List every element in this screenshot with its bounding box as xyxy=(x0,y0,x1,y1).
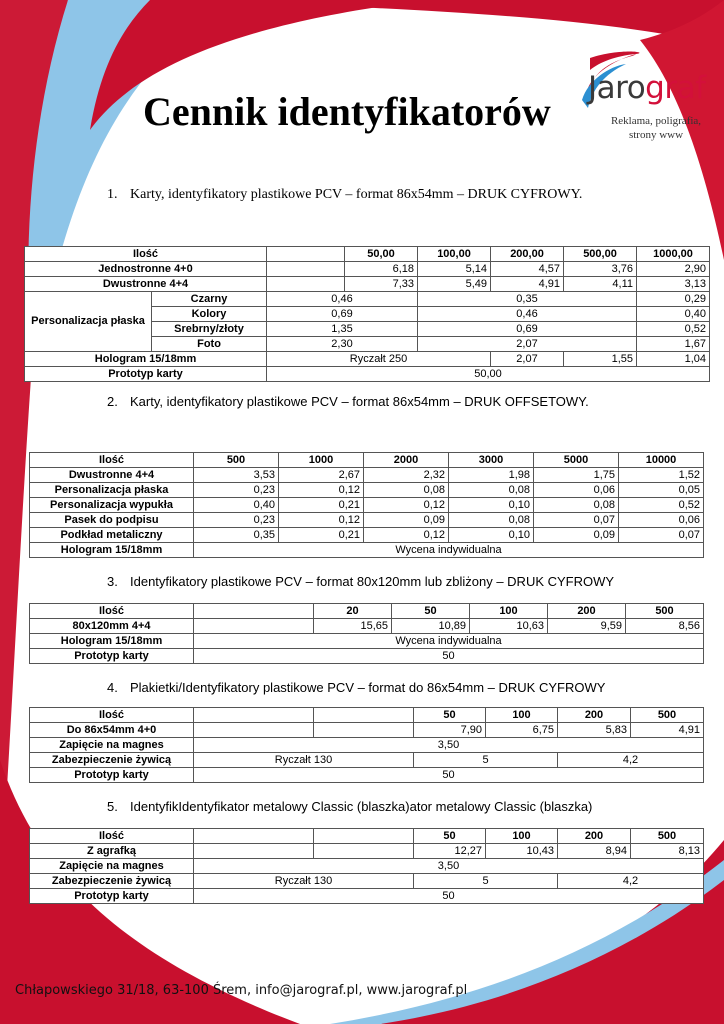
table-cell: 50 xyxy=(414,708,486,723)
table-cell: 100,00 xyxy=(418,247,491,262)
table-cell: Prototyp karty xyxy=(25,367,267,382)
table-cell: Ilość xyxy=(25,247,267,262)
table-cell: 0,12 xyxy=(364,498,449,513)
table-cell: 0,10 xyxy=(449,528,534,543)
table-cell: 0,08 xyxy=(534,498,619,513)
table-cell: 0,21 xyxy=(279,498,364,513)
table-row xyxy=(25,247,710,262)
table-cell xyxy=(267,277,345,292)
table-cell: Ryczałt 130 xyxy=(194,874,414,889)
table-cell: 5 xyxy=(414,874,558,889)
table-cell: Wycena indywidualna xyxy=(194,543,704,558)
table-cell: 0,12 xyxy=(279,483,364,498)
table-cell: 0,08 xyxy=(364,483,449,498)
table-row xyxy=(30,543,704,558)
table-cell: Wycena indywidualna xyxy=(194,634,704,649)
table-row xyxy=(30,889,704,904)
table-cell: Prototyp karty xyxy=(30,649,194,664)
table-cell: Zapięcie na magnes xyxy=(30,859,194,874)
table-cell: 50 xyxy=(414,829,486,844)
page-title: Cennik identyfikatorów xyxy=(143,89,551,134)
table-cell: Kolory xyxy=(152,307,267,322)
table-cell: Pasek do podpisu xyxy=(30,513,194,528)
table-cell: Dwustronne 4+4 xyxy=(25,277,267,292)
section-1-title: 1. Karty, identyfikatory plastikowe PCV – format 86x54mm – DRUK CYFROWY. xyxy=(107,187,583,202)
table-cell xyxy=(194,723,314,738)
table-cell: Ryczałt 250 xyxy=(267,352,491,367)
table-cell xyxy=(314,829,414,844)
table-cell: 2,30 xyxy=(267,337,418,352)
table-row xyxy=(25,262,710,277)
table-cell: 50 xyxy=(194,768,704,783)
table-cell: 0,08 xyxy=(449,513,534,528)
table-cell: 2,07 xyxy=(491,352,564,367)
table-cell: Hologram 15/18mm xyxy=(30,543,194,558)
table-cell: 0,52 xyxy=(637,322,710,337)
table-cell: 10,89 xyxy=(392,619,470,634)
table-cell: 50,00 xyxy=(345,247,418,262)
table-cell: 200,00 xyxy=(491,247,564,262)
table-row xyxy=(30,498,704,513)
table-cell: Hologram 15/18mm xyxy=(30,634,194,649)
table-cell: Ilość xyxy=(30,829,194,844)
table-row xyxy=(30,634,704,649)
table-cell: 2,67 xyxy=(279,468,364,483)
table-cell: 0,05 xyxy=(619,483,704,498)
table-cell: Prototyp karty xyxy=(30,768,194,783)
table-row xyxy=(30,649,704,664)
table-cell: 4,91 xyxy=(491,277,564,292)
table-cell: 3,76 xyxy=(564,262,637,277)
table-row xyxy=(30,859,704,874)
table-cell: 500 xyxy=(626,604,704,619)
table-cell: 0,10 xyxy=(449,498,534,513)
table-cell: 0,06 xyxy=(534,483,619,498)
table-row xyxy=(30,738,704,753)
section-3-table xyxy=(29,603,704,664)
table-cell: Personalizacja wypukła xyxy=(30,498,194,513)
table-cell xyxy=(267,247,345,262)
table-row xyxy=(30,844,704,859)
table-cell: 4,91 xyxy=(631,723,704,738)
table-cell: 200 xyxy=(548,604,626,619)
section-2-title: 2. Karty, identyfikatory plastikowe PCV – format 86x54mm – DRUK OFFSETOWY. xyxy=(107,394,589,409)
table-cell: 6,75 xyxy=(486,723,558,738)
table-row xyxy=(30,753,704,768)
table-cell: 0,46 xyxy=(267,292,418,307)
table-cell: 50 xyxy=(194,649,704,664)
table-cell: 4,11 xyxy=(564,277,637,292)
table-cell: 2,07 xyxy=(418,337,637,352)
table-cell: 50 xyxy=(392,604,470,619)
table-cell: 0,12 xyxy=(364,528,449,543)
table-cell: Ilość xyxy=(30,604,194,619)
table-cell: 2,90 xyxy=(637,262,710,277)
table-cell: Personalizacja płaska xyxy=(25,292,152,352)
table-cell xyxy=(267,262,345,277)
section-3-title: 3. Identyfikatory plastikowe PCV – format 80x120mm lub zbliżony – DRUK CYFROWY xyxy=(107,574,615,589)
table-cell: 100 xyxy=(470,604,548,619)
table-cell: 0,69 xyxy=(418,322,637,337)
table-cell xyxy=(314,723,414,738)
table-cell: 0,23 xyxy=(194,483,279,498)
table-cell: 0,35 xyxy=(418,292,637,307)
table-cell: 10,43 xyxy=(486,844,558,859)
table-cell: 0,06 xyxy=(619,513,704,528)
table-cell: 1000,00 xyxy=(637,247,710,262)
table-cell: Ilość xyxy=(30,453,194,468)
table-cell: Foto xyxy=(152,337,267,352)
table-cell: 500 xyxy=(631,708,704,723)
table-cell: Czarny xyxy=(152,292,267,307)
table-cell: 500 xyxy=(631,829,704,844)
table-cell xyxy=(194,844,314,859)
table-cell: 0,09 xyxy=(364,513,449,528)
table-cell: 6,18 xyxy=(345,262,418,277)
table-row xyxy=(30,483,704,498)
table-cell: Do 86x54mm 4+0 xyxy=(30,723,194,738)
table-cell: 80x120mm 4+4 xyxy=(30,619,194,634)
table-cell xyxy=(194,708,314,723)
table-cell: 0,40 xyxy=(194,498,279,513)
table-cell: 100 xyxy=(486,829,558,844)
section-1-table xyxy=(24,246,710,382)
table-row xyxy=(30,619,704,634)
table-cell: 1,55 xyxy=(564,352,637,367)
table-cell: 3,53 xyxy=(194,468,279,483)
table-cell: Zapięcie na magnes xyxy=(30,738,194,753)
table-row xyxy=(30,528,704,543)
table-row xyxy=(25,367,710,382)
table-cell: 0,40 xyxy=(637,307,710,322)
table-cell: 0,52 xyxy=(619,498,704,513)
table-cell: 1,67 xyxy=(637,337,710,352)
footer-contact: Chłapowskiego 31/18, 63-100 Śrem, info@jarograf.pl, www.jarograf.pl xyxy=(15,983,468,998)
table-cell: 4,2 xyxy=(558,753,704,768)
table-cell: 15,65 xyxy=(314,619,392,634)
table-cell: 200 xyxy=(558,708,631,723)
table-cell: 8,94 xyxy=(558,844,631,859)
table-cell: Ilość xyxy=(30,708,194,723)
table-cell: 100 xyxy=(486,708,558,723)
table-row xyxy=(25,277,710,292)
table-cell: 50,00 xyxy=(267,367,710,382)
table-cell: 0,08 xyxy=(449,483,534,498)
table-cell: 3,50 xyxy=(194,859,704,874)
table-cell: 1,52 xyxy=(619,468,704,483)
table-cell: 8,56 xyxy=(626,619,704,634)
table-cell: Prototyp karty xyxy=(30,889,194,904)
section-5-title: 5. IdentyfikIdentyfikator metalowy Classic (blaszka)ator metalowy Classic (blaszka) xyxy=(107,799,593,814)
table-cell: 5 xyxy=(414,753,558,768)
table-cell: 3000 xyxy=(449,453,534,468)
table-cell: 7,90 xyxy=(414,723,486,738)
table-cell: 1,04 xyxy=(637,352,710,367)
table-cell xyxy=(194,604,314,619)
table-cell: 0,46 xyxy=(418,307,637,322)
table-cell: Ryczałt 130 xyxy=(194,753,414,768)
table-cell: 10,63 xyxy=(470,619,548,634)
table-cell: 0,07 xyxy=(534,513,619,528)
table-cell xyxy=(194,619,314,634)
table-cell: 4,2 xyxy=(558,874,704,889)
table-row xyxy=(25,352,710,367)
table-cell: Zabezpieczenie żywicą xyxy=(30,753,194,768)
table-cell: 1,98 xyxy=(449,468,534,483)
table-cell: 2,32 xyxy=(364,468,449,483)
table-cell: Srebrny/złoty xyxy=(152,322,267,337)
section-4-table xyxy=(29,707,704,783)
table-cell: 2000 xyxy=(364,453,449,468)
table-row xyxy=(30,708,704,723)
table-cell: 1000 xyxy=(279,453,364,468)
table-row xyxy=(30,453,704,468)
table-cell: 20 xyxy=(314,604,392,619)
table-cell: 0,21 xyxy=(279,528,364,543)
table-cell: Zabezpieczenie żywicą xyxy=(30,874,194,889)
section-5-table xyxy=(29,828,704,904)
table-cell: 5,49 xyxy=(418,277,491,292)
table-cell: 3,13 xyxy=(637,277,710,292)
table-cell: 1,35 xyxy=(267,322,418,337)
table-cell: 3,50 xyxy=(194,738,704,753)
table-cell: 50 xyxy=(194,889,704,904)
table-cell: 0,23 xyxy=(194,513,279,528)
table-cell: 9,59 xyxy=(548,619,626,634)
table-row xyxy=(30,874,704,889)
table-cell: 500 xyxy=(194,453,279,468)
table-cell: 1,75 xyxy=(534,468,619,483)
table-row xyxy=(30,604,704,619)
table-cell: Dwustronne 4+4 xyxy=(30,468,194,483)
table-cell: 500,00 xyxy=(564,247,637,262)
table-row xyxy=(30,468,704,483)
section-2-table xyxy=(29,452,704,558)
table-cell: Z agrafką xyxy=(30,844,194,859)
logo-text: Jarograf xyxy=(588,70,706,106)
table-cell: Podkład metaliczny xyxy=(30,528,194,543)
table-cell: 0,12 xyxy=(279,513,364,528)
table-cell xyxy=(314,844,414,859)
table-cell: Jednostronne 4+0 xyxy=(25,262,267,277)
table-row xyxy=(30,829,704,844)
table-cell: 4,57 xyxy=(491,262,564,277)
table-cell: 0,69 xyxy=(267,307,418,322)
table-cell: 0,35 xyxy=(194,528,279,543)
section-4-title: 4. Plakietki/Identyfikatory plastikowe PCV – format do 86x54mm – DRUK CYFROWY xyxy=(107,680,606,695)
table-row xyxy=(30,723,704,738)
table-cell: 0,07 xyxy=(619,528,704,543)
table-cell: 5,83 xyxy=(558,723,631,738)
table-cell: Hologram 15/18mm xyxy=(25,352,267,367)
table-cell: 12,27 xyxy=(414,844,486,859)
table-row xyxy=(25,292,710,307)
table-cell: 0,29 xyxy=(637,292,710,307)
table-row xyxy=(30,768,704,783)
table-cell: Personalizacja płaska xyxy=(30,483,194,498)
table-cell: 0,09 xyxy=(534,528,619,543)
table-cell xyxy=(314,708,414,723)
logo-tagline: Reklama, poligrafia, strony www xyxy=(610,115,702,141)
table-cell: 7,33 xyxy=(345,277,418,292)
table-cell: 8,13 xyxy=(631,844,704,859)
table-cell: 200 xyxy=(558,829,631,844)
table-cell: 10000 xyxy=(619,453,704,468)
table-cell: 5,14 xyxy=(418,262,491,277)
table-cell: 5000 xyxy=(534,453,619,468)
table-cell xyxy=(194,829,314,844)
table-row xyxy=(30,513,704,528)
